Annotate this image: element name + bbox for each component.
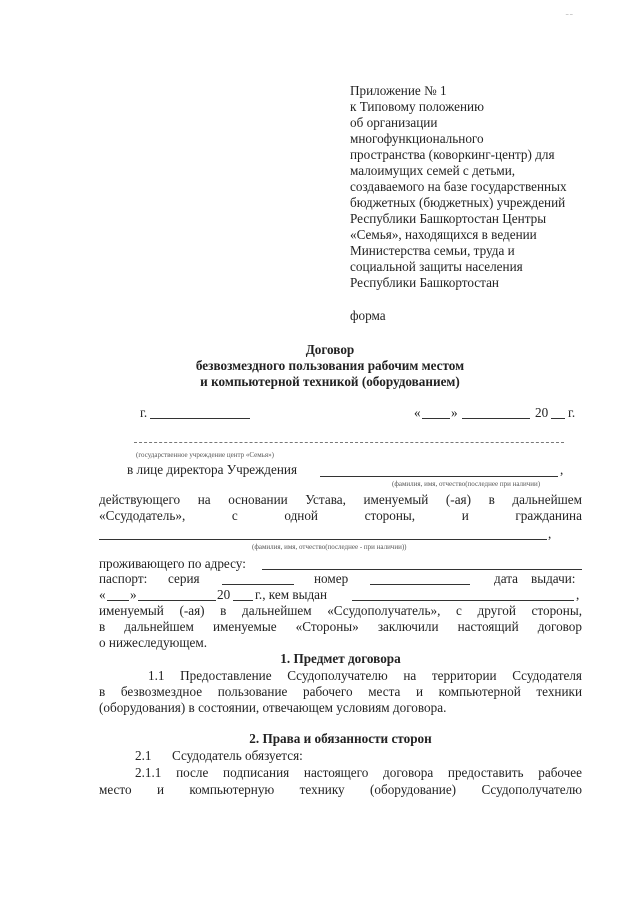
form-label: форма	[350, 308, 386, 323]
day-field[interactable]	[422, 418, 450, 419]
appendix-line: социальной защиты населения	[350, 259, 523, 274]
lender-word: «Ссудодатель»,	[99, 508, 186, 523]
appendix-line: пространства (коворкинг-центр) для	[350, 147, 555, 162]
number-field[interactable]	[370, 584, 470, 585]
address-field[interactable]	[262, 569, 582, 570]
date-close-quote: »	[451, 405, 458, 420]
appendix-line: к Типовому положению	[350, 99, 484, 114]
city-field[interactable]	[150, 418, 250, 419]
lender-line	[99, 508, 582, 524]
appendix-line: Министерства семьи, труда и	[350, 243, 515, 258]
citizen-comma: ,	[548, 526, 552, 541]
passport-label: паспорт:	[99, 571, 148, 586]
city-prefix: г.	[140, 405, 148, 420]
issued-month-field[interactable]	[138, 600, 216, 601]
director-comma: ,	[560, 462, 564, 477]
section1-heading: 1. Предмет договора	[280, 651, 401, 666]
citizen-caption: (фамилия, имя, отчество(последнее - при наличии))	[252, 543, 407, 551]
appendix-line: об организации	[350, 115, 438, 130]
institution-field[interactable]	[134, 442, 564, 443]
residing-label: проживающего по адресу:	[99, 556, 246, 571]
in-person-of: в лице директора Учреждения	[127, 462, 298, 477]
issued-day-field[interactable]	[107, 600, 129, 601]
acting-line: действующего на основании Устава, именуемый (-ая) в дальнейшем	[99, 492, 582, 507]
agreement-line: о нижеследующем.	[99, 635, 208, 650]
clause-2-1-text: Ссудодатель обязуется:	[172, 748, 303, 763]
doc-title: Договор	[305, 342, 355, 357]
section1-p1-line3: (оборудования) в состоянии, отвечающем условиям договора.	[99, 700, 447, 715]
issued-open-quote: «	[99, 587, 106, 602]
citizen-field[interactable]	[99, 539, 547, 540]
director-caption: (фамилия, имя, отчество(последнее при наличии)	[392, 480, 541, 488]
corner-mark: ‾ ‾	[566, 14, 573, 22]
issued-year-prefix: 20	[217, 587, 231, 602]
doc-title-line3: и компьютерной техникой (оборудованием)	[200, 374, 460, 389]
issued-by-label: г., кем выдан	[255, 587, 328, 602]
lender-word: с	[231, 508, 238, 523]
series-label: серия	[168, 571, 200, 586]
date-open-quote: «	[414, 405, 421, 420]
issued-close-quote: »	[130, 587, 137, 602]
clause-2-1-1-line1: 2.1.1 после подписания настоящего договора предоставить рабочее	[135, 765, 582, 780]
lender-word: одной	[284, 508, 318, 523]
appendix-line: Приложение № 1	[350, 83, 447, 98]
appendix-line: Республики Башкортостан	[350, 275, 499, 290]
section1-p1-line2: в безвозмездное пользование рабочего места и компьютерной техники	[99, 684, 582, 699]
year-field[interactable]	[551, 418, 565, 419]
lender-word: гражданина	[515, 508, 582, 523]
clause-2-1-1-line2: место и компьютерную технику (оборудование) Ссудополучателю	[99, 782, 582, 797]
issued-comma: ,	[576, 587, 580, 602]
section2-heading: 2. Права и обязанности сторон	[249, 731, 432, 746]
institution-caption: (государственное учреждение центр «Семья»)	[136, 451, 274, 459]
issued-by-field[interactable]	[352, 600, 574, 601]
year-prefix: 20	[535, 405, 549, 420]
date-label: дата	[494, 571, 518, 586]
appendix-line: Республики Башкортостан Центры	[350, 211, 547, 226]
lender-word: стороны,	[364, 508, 416, 523]
appendix-line: малоимущих семей с детьми,	[350, 163, 516, 178]
director-field[interactable]	[320, 476, 558, 477]
clause-2-1-number: 2.1	[135, 748, 152, 763]
year-suffix: г.	[568, 405, 576, 420]
series-field[interactable]	[222, 584, 294, 585]
lender-word: и	[461, 508, 469, 523]
appendix-line: многофункционального	[350, 131, 484, 146]
month-field[interactable]	[462, 418, 530, 419]
borrower-line: именуемый (-ая) в дальнейшем «Ссудополучатель», с другой стороны,	[99, 603, 582, 618]
issued-label: выдачи:	[531, 571, 576, 586]
appendix-line: бюджетных (бюджетных) учреждений	[350, 195, 566, 210]
appendix-line: «Семья», находящихся в ведении	[350, 227, 537, 242]
parties-line: в дальнейшем именуемые «Стороны» заключили настоящий договор	[99, 619, 582, 634]
number-label: номер	[314, 571, 349, 586]
section1-p1-line1: 1.1 Предоставление Ссудополучателю на территории Ссудодателя	[148, 668, 582, 683]
appendix-line: создаваемого на базе государственных	[350, 179, 567, 194]
doc-title-line2: безвозмездного пользования рабочим местом	[195, 358, 465, 373]
issued-year-field[interactable]	[233, 600, 253, 601]
